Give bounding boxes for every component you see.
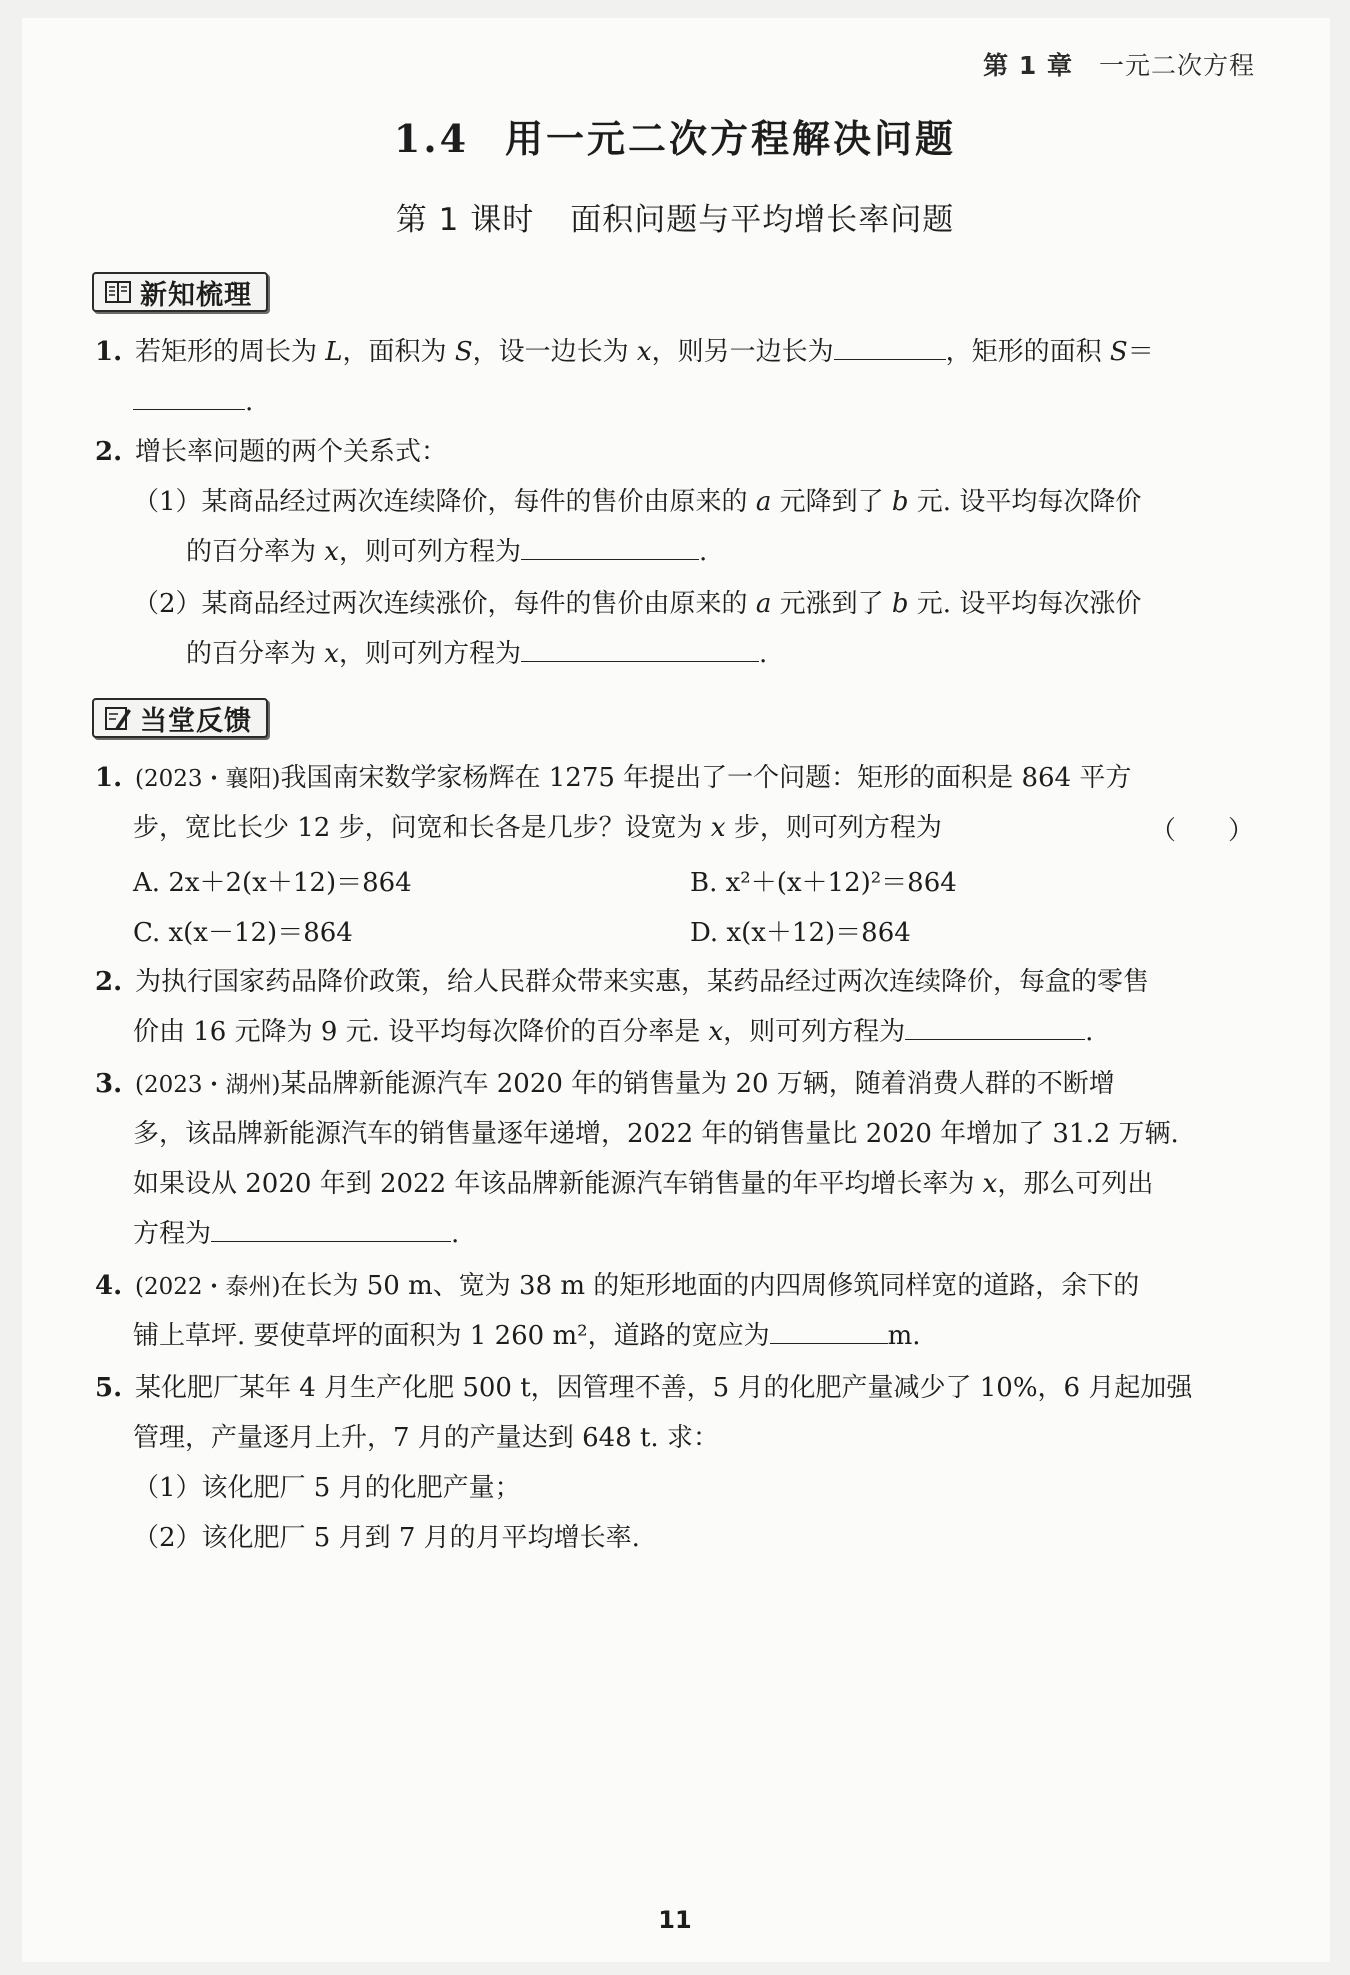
lesson-number: 第 1 课时 — [395, 202, 535, 238]
option-a[interactable]: A. 2x＋2(x＋12)＝864 — [133, 868, 412, 898]
answer-choice-bracket[interactable]: （ ） — [1149, 816, 1254, 846]
s1-question-2: 2. 增长率问题的两个关系式： — [95, 437, 448, 467]
s1-question-2a-line2: 的百分率为 x，则可列方程为 . — [186, 534, 707, 570]
s1-question-1-line2: . — [133, 384, 253, 420]
answer-blank[interactable] — [211, 1216, 451, 1242]
page-number: 11 — [658, 1906, 692, 1934]
question-1-line2: 步，宽比长少 12 步，问宽和长各是几步？设宽为 x 步，则可列方程为 — [133, 813, 942, 843]
s1-question-2b-line2: 的百分率为 x，则可列方程为 . — [186, 636, 767, 672]
question-4-line1: 4. (2022・泰州)在长为 50 m、宽为 38 m 的矩形地面的内四周修筑同样宽的道路，余下的 — [95, 1271, 1140, 1301]
lesson-topic: 面积问题与平均增长率问题 — [570, 202, 955, 238]
question-3-line2: 多，该品牌新能源汽车的销售量逐年递增，2022 年的销售量比 2020 年增加了 31.2 万辆. — [133, 1119, 1179, 1149]
option-d[interactable]: D. x(x＋12)＝864 — [690, 918, 911, 948]
answer-blank[interactable] — [834, 334, 946, 360]
question-5-line2: 管理，产量逐月上升，7 月的产量达到 648 t. 求： — [133, 1423, 719, 1453]
answer-blank[interactable] — [905, 1014, 1085, 1040]
answer-blank[interactable] — [133, 384, 245, 410]
question-source: (2023・湖州) — [135, 1072, 281, 1098]
question-1-line1: 1. (2023・襄阳)我国南宋数学家杨辉在 1275 年提出了一个问题：矩形的面积是 864 平方 — [95, 763, 1132, 793]
answer-blank[interactable] — [521, 534, 699, 560]
question-source: (2022・泰州) — [135, 1274, 281, 1300]
section-label: 当堂反馈 — [140, 705, 252, 737]
lesson-subtitle — [0, 194, 1350, 239]
question-5-part-2: （2）该化肥厂 5 月到 7 月的月平均增长率. — [133, 1523, 640, 1553]
option-c[interactable]: C. x(x－12)＝864 — [133, 918, 353, 948]
question-source: (2023・襄阳) — [135, 766, 281, 792]
s1-question-2b-line1: （2）某商品经过两次连续涨价，每件的售价由原来的 a 元涨到了 b 元. 设平均每次涨价 — [133, 589, 1142, 619]
pencil-icon — [104, 705, 132, 731]
section-label: 新知梳理 — [140, 279, 252, 311]
chapter-number: 第 1 章 — [983, 51, 1073, 80]
s1-question-2a-line1: （1）某商品经过两次连续降价，每件的售价由原来的 a 元降到了 b 元. 设平均每次降价 — [133, 487, 1142, 517]
question-3-line4: 方程为 . — [133, 1216, 459, 1252]
question-4-line2: 铺上草坪. 要使草坪的面积为 1 260 m²，道路的宽应为 m. — [133, 1318, 921, 1354]
section-header-feedback — [92, 698, 268, 738]
section-title-text: 用一元二次方程解决问题 — [505, 117, 957, 161]
answer-blank[interactable] — [770, 1318, 888, 1344]
answer-blank[interactable] — [521, 636, 759, 662]
section-number: 1.4 — [393, 116, 470, 161]
question-5-part-1: （1）该化肥厂 5 月的化肥产量； — [133, 1473, 521, 1503]
chapter-header — [983, 46, 1255, 82]
book-icon — [104, 279, 132, 305]
option-b[interactable]: B. x²＋(x＋12)²＝864 — [690, 868, 957, 898]
question-3-line3: 如果设从 2020 年到 2022 年该品牌新能源汽车销售量的年平均增长率为 x，那么可列出 — [133, 1169, 1154, 1199]
question-3-line1: 3. (2023・湖州)某品牌新能源汽车 2020 年的销售量为 20 万辆，随着消费人群的不断增 — [95, 1069, 1115, 1099]
section-title — [0, 108, 1350, 163]
s1-question-1-line1: 1. 若矩形的周长为 L，面积为 S，设一边长为 x，则另一边长为 ，矩形的面积 S＝ — [95, 334, 1154, 370]
question-2-line2: 价由 16 元降为 9 元. 设平均每次降价的百分率是 x，则可列方程为 . — [133, 1014, 1093, 1050]
chapter-name: 一元二次方程 — [1098, 51, 1255, 80]
question-5-line1: 5. 某化肥厂某年 4 月生产化肥 500 t，因管理不善，5 月的化肥产量减少了 10%，6 月起加强 — [95, 1373, 1193, 1403]
section-header-new-knowledge — [92, 272, 268, 312]
question-2-line1: 2. 为执行国家药品降价政策，给人民群众带来实惠，某药品经过两次连续降价，每盒的零售 — [95, 967, 1150, 997]
